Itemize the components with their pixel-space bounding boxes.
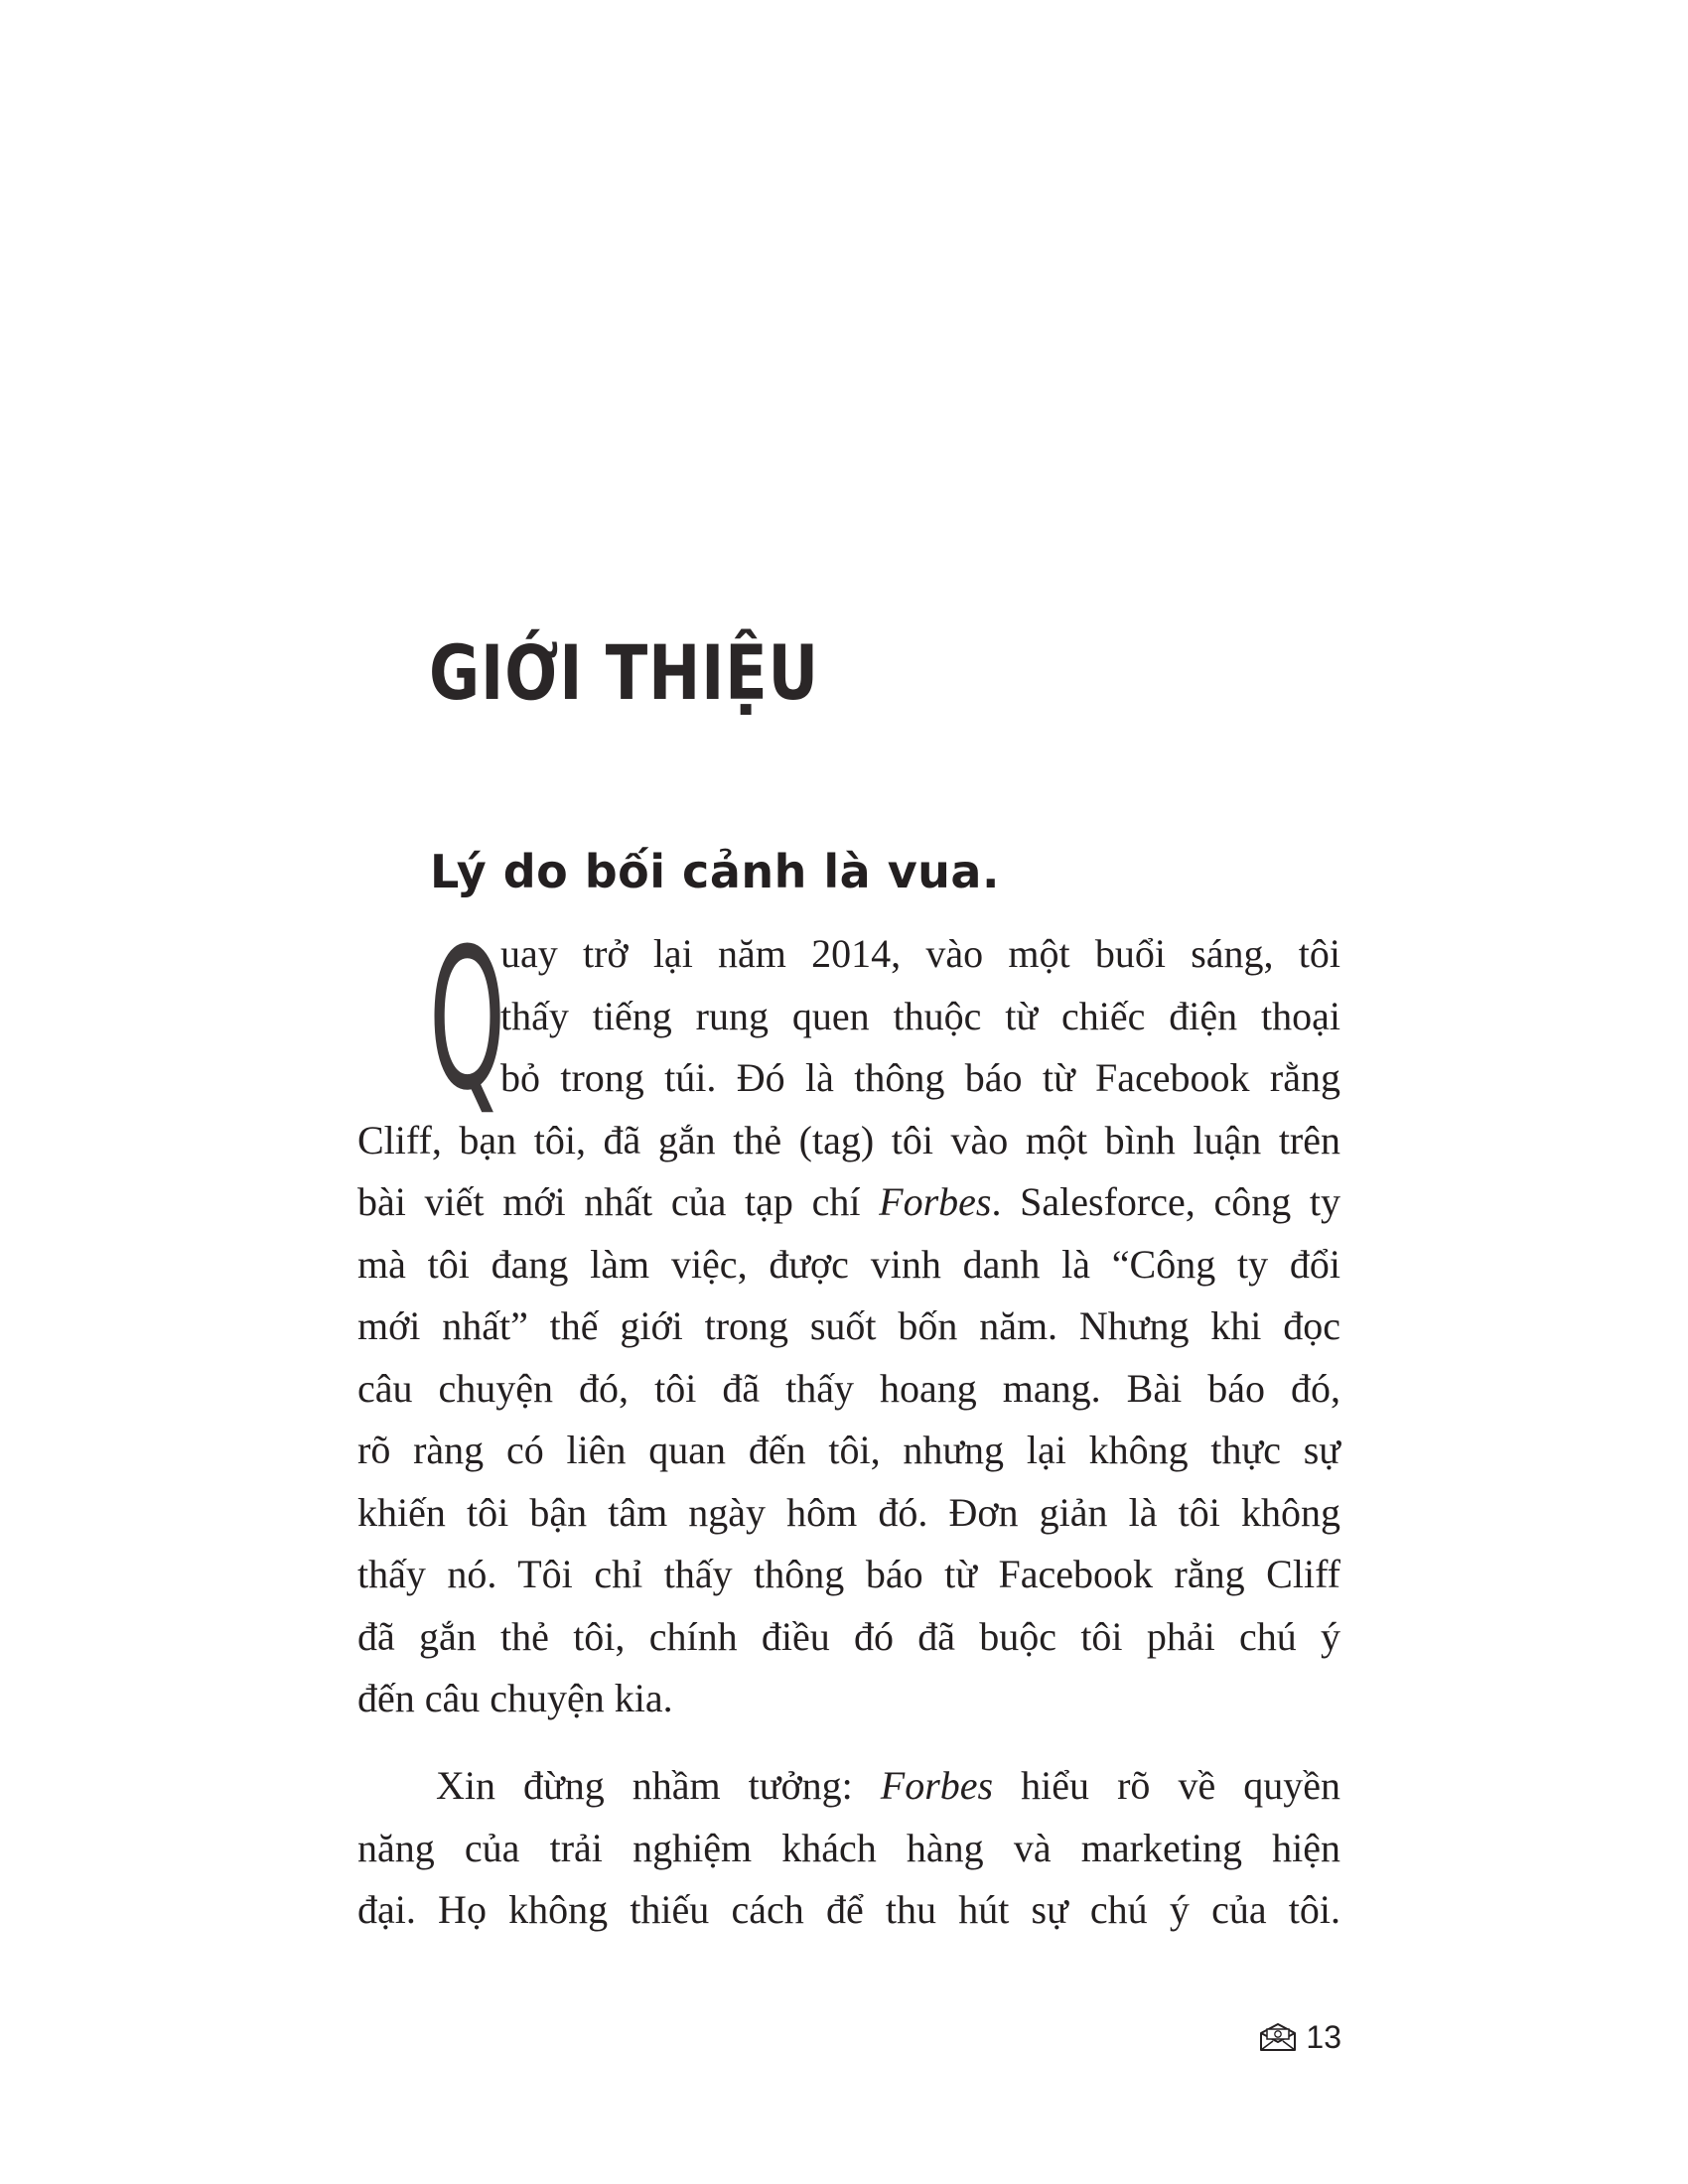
text-run: . Salesforce, công ty <box>991 1179 1340 1224</box>
envelope-icon <box>1258 2022 1298 2052</box>
section-heading: Lý do bối cảnh là vua. <box>430 845 1000 898</box>
italic-publication-name: Forbes <box>879 1179 992 1224</box>
paragraph-2 <box>357 1755 1340 1942</box>
paragraph-line: Cliff, bạn tôi, đã gắn thẻ (tag) tôi vào một bình luận trên <box>357 1117 1340 1162</box>
paragraph-line: năng của trải nghiệm khách hàng và marketing hiện <box>357 1825 1340 1870</box>
text-run: hiểu rõ về quyền <box>993 1763 1340 1808</box>
paragraph-line: mới nhất” thế giới trong suốt bốn năm. Nhưng khi đọc <box>357 1303 1340 1348</box>
paragraph-line: rõ ràng có liên quan đến tôi, nhưng lại không thực sự <box>357 1428 1340 1472</box>
paragraph-line <box>357 1171 1340 1234</box>
page-footer <box>1258 2017 1341 2057</box>
paragraph-line: đại. Họ không thiếu cách để thu hút sự chú ý của tôi. <box>357 1887 1340 1932</box>
text-run: Xin đừng nhầm tưởng: <box>436 1763 881 1808</box>
italic-publication-name: Forbes <box>880 1763 994 1808</box>
paragraph-line: uay trở lại năm 2014, vào một buổi sáng, tôi <box>500 931 1340 976</box>
paragraph-line: mà tôi đang làm việc, được vinh danh là “Công ty đổi <box>357 1241 1340 1287</box>
paragraph-1 <box>357 907 1340 1730</box>
paragraph-line: bỏ trong túi. Đó là thông báo từ Facebook rằng <box>500 1055 1340 1100</box>
paragraph-line <box>357 1755 1340 1818</box>
chapter-title: GIỚI THIỆU <box>429 628 819 717</box>
paragraph-line: đã gắn thẻ tôi, chính điều đó đã buộc tôi phải chú ý <box>357 1613 1340 1659</box>
drop-cap: Q <box>429 907 506 1134</box>
paragraph-line: thấy nó. Tôi chỉ thấy thông báo từ Facebook rằng Cliff <box>357 1552 1340 1596</box>
page-number: 13 <box>1306 2019 1341 2055</box>
paragraph-line: thấy tiếng rung quen thuộc từ chiếc điện thoại <box>500 993 1340 1038</box>
paragraph-line: câu chuyện đó, tôi đã thấy hoang mang. Bài báo đó, <box>357 1365 1340 1411</box>
text-run: bài viết mới nhất của tạp chí <box>357 1179 880 1224</box>
paragraph-line: đến câu chuyện kia. <box>357 1676 673 1720</box>
paragraph-line: khiến tôi bận tâm ngày hôm đó. Đơn giản là tôi không <box>357 1489 1340 1535</box>
